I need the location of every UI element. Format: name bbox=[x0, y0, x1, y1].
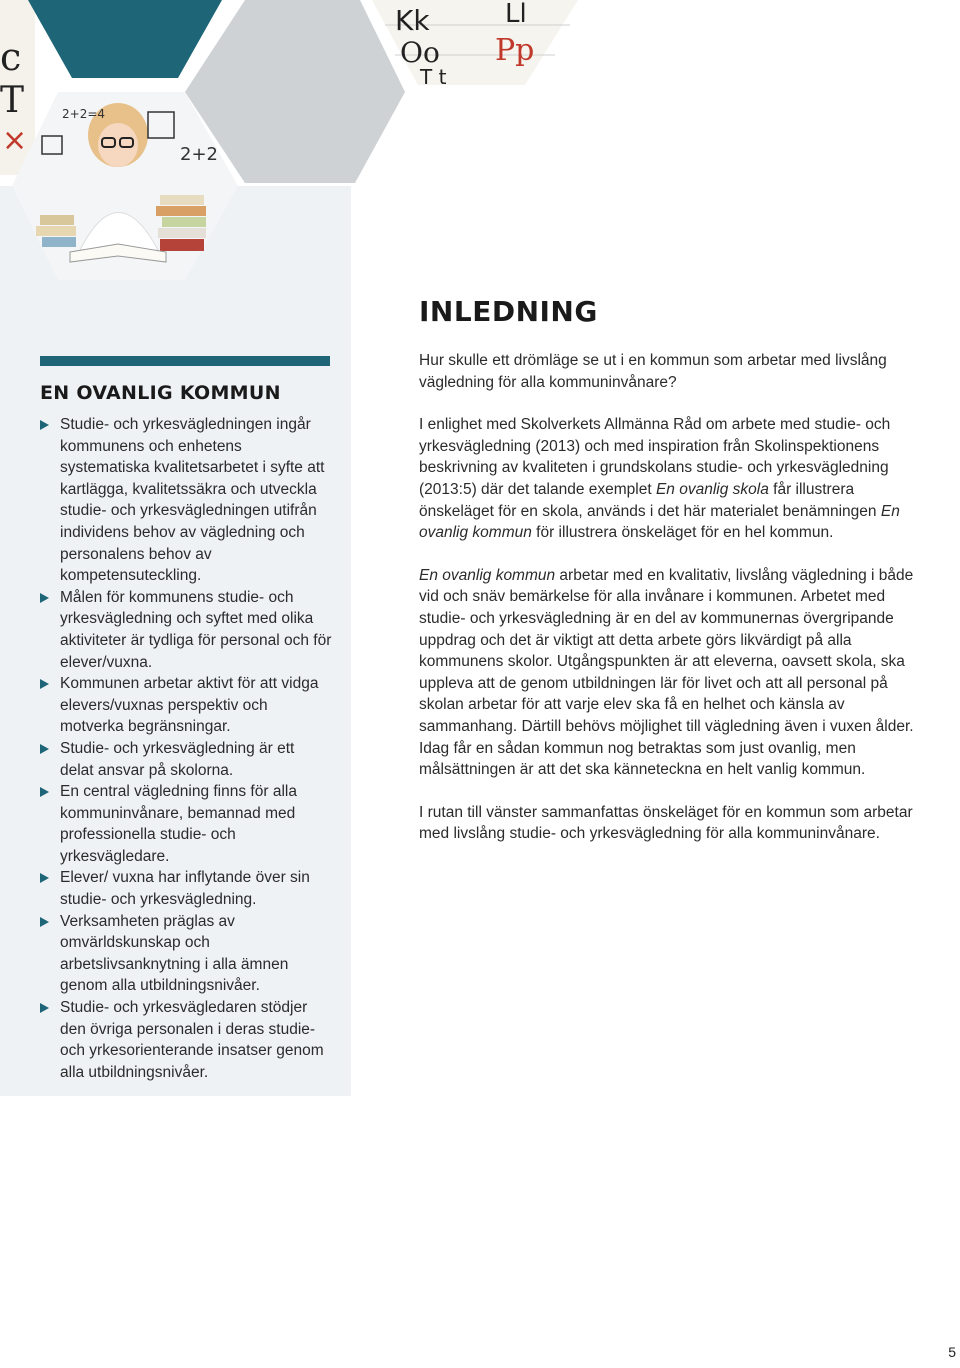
list-item: Målen för kommunens studie- och yrkesvägledning och syftet med olika aktiviteter är tydliga för personal och för elever/vuxna. bbox=[40, 587, 332, 673]
paragraph-background: I enlighet med Skolverkets Allmänna Råd om arbete med studie- och yrkesvägledning (2013) och med inspiration från Skolinspektionens beskrivning av kvaliteten i grundskolans studie- och yrkesvägledning (2013:5) där det talande exemplet En ovanlig skola får illustrera önskeläget för en skola, används i det här materialet benämningen En ovanlig kommun för illustrera önskeläget för en hel kommun. bbox=[419, 416, 900, 542]
svg-text:Pp: Pp bbox=[495, 33, 535, 68]
svg-text:Oo: Oo bbox=[400, 36, 440, 69]
sidebar-title: EN OVANLIG KOMMUN bbox=[40, 382, 281, 404]
alphabet-practice-icon bbox=[372, 0, 578, 89]
bullet-arrow-icon bbox=[40, 420, 49, 430]
list-item: Verksamheten präglas av omvärldskunskap och arbetslivsanknytning i alla ämnen genom alla utbildningsnivåer. bbox=[40, 911, 332, 997]
summary-box bbox=[40, 356, 332, 1083]
bullet-list bbox=[40, 414, 332, 1083]
page-title: INLEDNING bbox=[419, 295, 598, 328]
bullet-arrow-icon bbox=[40, 679, 49, 689]
bullet-arrow-icon bbox=[40, 593, 49, 603]
sidebar-accent-rule bbox=[40, 356, 330, 366]
main-content bbox=[419, 295, 929, 866]
header-hexagon-art bbox=[0, 0, 600, 300]
list-item: Studie- och yrkesvägledaren stödjer den övriga personalen i deras studie- och yrkesorienterande insatser genom alla utbildningsnivåer. bbox=[40, 997, 332, 1083]
svg-text:Ll: Ll bbox=[505, 0, 527, 29]
bullet-arrow-icon bbox=[40, 1003, 49, 1013]
intro-question: Hur skulle ett drömläge se ut i en kommun som arbetar med livslång vägledning för alla kommuninvånare? bbox=[419, 352, 887, 391]
bullet-arrow-icon bbox=[40, 744, 49, 754]
list-item: Studie- och yrkesvägledning är ett delat ansvar på skolorna. bbox=[40, 738, 332, 781]
paragraph-description: En ovanlig kommun arbetar med en kvalitativ, livslång vägledning i både vid och snäv bemärkelse för alla invånare i kommunen. Arbetet med studie- och yrkesvägledning är en del av kommunernas övergripande uppdrag och det är viktigt att detta arbete görs likvärdigt på alla kommunens skolor. Utgångspunkten är att eleverna, oavsett skola, ska uppleva att de genom utbildningen lär för livet och att all personal på skolan arbetar för att varje elev ska få en helhet och känsla av sammanhang. Därtill behövs möjlighet till vägledning även i vuxen ålder. Idag får en sådan kommun nog betraktas som just ovanlig, men målsättningen är att det ska känneteckna en helt vanlig kommun. bbox=[419, 566, 914, 779]
svg-text:T: T bbox=[0, 80, 25, 121]
bullet-arrow-icon bbox=[40, 787, 49, 797]
list-item: Studie- och yrkesvägledningen ingår kommunens och enhetens systematiska kvalitetsarbetet i syfte att kartlägga, kvalitetssäkra och utveckla studie- och yrkesvägledningen utifrån individens behov av vägledning och personalens behov av kompetensuteckling. bbox=[40, 414, 332, 587]
svg-text:×: × bbox=[2, 123, 28, 158]
bullet-arrow-icon bbox=[40, 917, 49, 927]
svg-text:2+2=4: 2+2=4 bbox=[62, 107, 106, 121]
page-number: 5 bbox=[948, 1344, 956, 1360]
letters-hexagon-left bbox=[0, 0, 35, 175]
bullet-arrow-icon bbox=[40, 873, 49, 883]
svg-text:2+2: 2+2 bbox=[180, 144, 218, 165]
svg-text:T t: T t bbox=[420, 65, 447, 89]
list-item: Kommunen arbetar aktivt för att vidga elevers/vuxnas perspektiv och motverka begränsningar. bbox=[40, 673, 332, 738]
paragraph-summary-reference: I rutan till vänster sammanfattas önskeläget för en kommun som arbetar med livslång studie- och yrkesvägledning för alla kommuninvånare. bbox=[419, 803, 913, 843]
svg-text:c: c bbox=[0, 35, 22, 79]
list-item: Elever/ vuxna har inflytande över sin studie- och yrkesvägledning. bbox=[40, 867, 332, 910]
list-item: En central vägledning finns för alla kommuninvånare, bemannad med professionella studie- och yrkesvägledare. bbox=[40, 781, 332, 867]
teal-hexagon bbox=[28, 0, 222, 78]
svg-text:Kk: Kk bbox=[395, 4, 430, 37]
